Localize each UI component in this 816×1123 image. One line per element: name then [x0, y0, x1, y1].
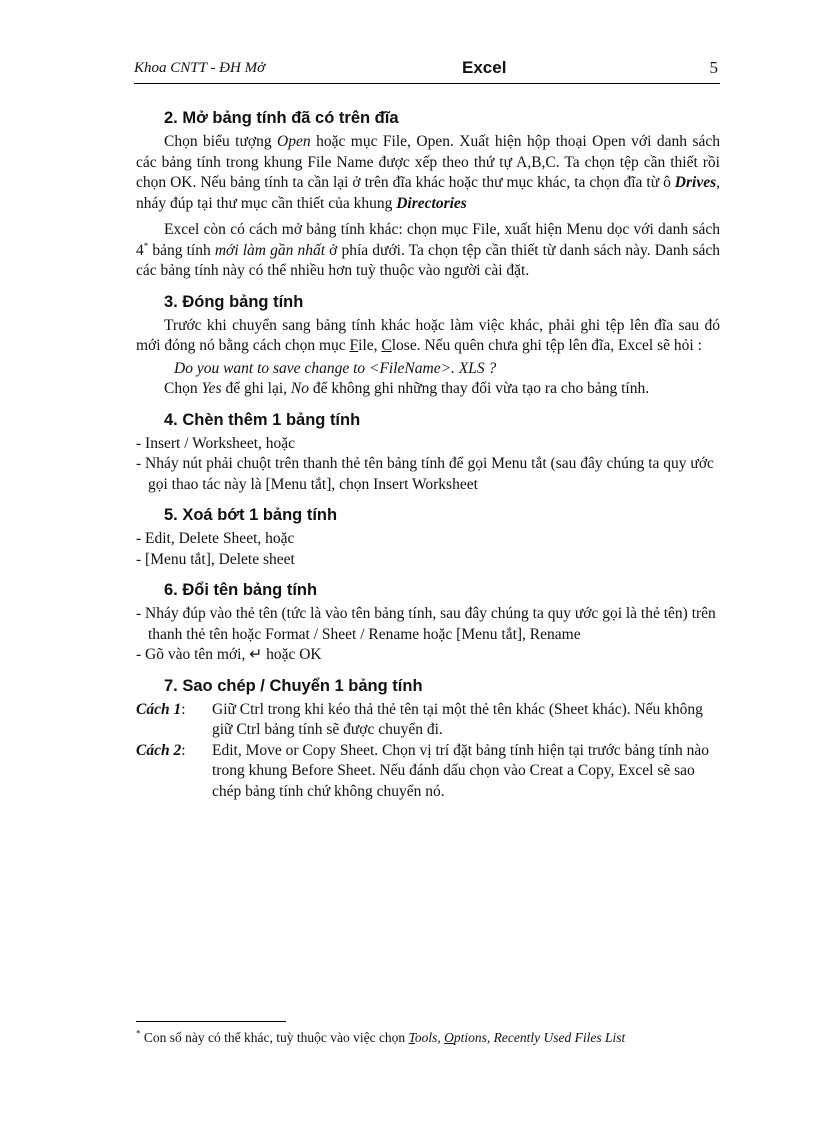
header-rule	[134, 83, 720, 84]
method-label: Cách 1	[136, 700, 182, 718]
list-item: - Insert / Worksheet, hoặc	[136, 434, 296, 452]
bullet-list	[136, 604, 720, 666]
list-item: - Gõ vào tên mới, ↵ hoặc OK	[136, 646, 322, 663]
section-open-workbook	[136, 108, 720, 282]
method-1: Cách 1: Giữ Ctrl trong khi kéo thả thẻ tên tại một thẻ tên khác (Sheet khác). Nếu không giữ Ctrl bảng tính sẽ được chuyển đi.	[136, 700, 720, 741]
section-title: 3. Đóng bảng tính	[164, 292, 304, 311]
footnote: * Con số này có thể khác, tuỳ thuộc vào việc chọn Tools, Options, Recently Used Files List	[136, 1028, 626, 1045]
section-title: 5. Xoá bớt 1 bảng tính	[164, 506, 338, 524]
bullet-list	[136, 529, 720, 570]
method-label: Cách 2	[136, 741, 182, 759]
bullet-list	[136, 434, 720, 496]
section-title: 4. Chèn thêm 1 bảng tính	[164, 410, 361, 429]
footnote-rule	[136, 1021, 286, 1022]
footnote-marker: *	[143, 240, 149, 251]
section-title: 6. Đổi tên bảng tính	[164, 581, 318, 599]
paragraph: Chọn biểu tượng Open hoặc mục File, Open. Xuất hiện hộp thoại Open với danh sách các bảng tính trong khung File Name được xếp theo thứ tự A,B,C. Ta chọn tệp cần thiết rồi chọn OK. Nếu bảng tính ta cần lại ở trên đĩa khác hoặc thư mục khác, ta chọn đĩa từ ô Drives, nháy đúp tại thư mục cần thiết của khung Directories	[136, 133, 720, 212]
list-item: - Nháy đúp vào thẻ tên (tức là vào tên bảng tính, sau đây chúng ta quy ước gọi là thẻ tên) trên thanh thẻ tên hoặc Format / Sheet / Rename hoặc [Menu tắt], Rename	[136, 605, 716, 643]
page-header	[134, 58, 720, 82]
section-title: 2. Mở bảng tính đã có trên đĩa	[164, 109, 399, 127]
method-text: Edit, Move or Copy Sheet. Chọn vị trí đặt bảng tính hiện tại trước bảng tính nào trong khung Before Sheet. Nếu đánh dấu chọn vào Creat a Copy, Excel sẽ sao chép bảng tính chứ không chuyển nó.	[212, 741, 710, 800]
list-item: - [Menu tắt], Delete sheet	[136, 550, 295, 568]
paragraph: Chọn Yes để ghi lại, No để không ghi những thay đổi vừa tạo ra cho bảng tính.	[164, 380, 650, 397]
section-close-workbook	[136, 292, 720, 400]
page-content	[136, 108, 720, 802]
section-copy-move-sheet	[136, 676, 720, 803]
section-title: 7. Sao chép / Chuyển 1 bảng tính	[164, 676, 423, 695]
list-item: - Edit, Delete Sheet, hoặc	[136, 530, 295, 547]
page-number: 5	[709, 58, 718, 77]
footnote-marker: *	[136, 1028, 141, 1039]
method-2: Cách 2: Edit, Move or Copy Sheet. Chọn vị trí đặt bảng tính hiện tại trước bảng tính nào trong khung Before Sheet. Nếu đánh dấu chọn vào Creat a Copy, Excel sẽ sao chép bảng tính chứ không chuyển nó.	[136, 741, 720, 803]
save-prompt-quote: Do you want to save change to <FileName>. XLS ?	[174, 359, 497, 377]
section-rename-sheet	[136, 580, 720, 666]
header-department: Khoa CNTT - ĐH Mở	[134, 60, 266, 76]
header-title: Excel	[462, 58, 507, 77]
list-item: - Nháy nút phải chuột trên thanh thẻ tên bảng tính để gọi Menu tắt (sau đây chúng ta quy ước gọi thao tác này là [Menu tắt], chọn Insert Worksheet	[136, 455, 714, 493]
paragraph: Excel còn có cách mở bảng tính khác: chọn mục File, xuất hiện Menu dọc với danh sách 4* bảng tính mới làm gần nhất ở phía dưới. Ta chọn tệp cần thiết từ danh sách này. Danh sách các bảng tính này có thể nhiều hơn tuỳ thuộc vào người cài đặt.	[136, 221, 720, 279]
method-text: Giữ Ctrl trong khi kéo thả thẻ tên tại một thẻ tên khác (Sheet khác). Nếu không giữ Ctrl bảng tính sẽ được chuyển đi.	[212, 700, 703, 738]
paragraph: Trước khi chuyển sang bảng tính khác hoặc làm việc khác, phải ghi tệp lên đĩa sau đó mới đóng nó bằng cách chọn mục File, Close. Nếu quên chưa ghi tệp lên đĩa, Excel sẽ hỏi :	[136, 316, 720, 354]
section-delete-sheet	[136, 505, 720, 570]
section-insert-sheet	[136, 410, 720, 496]
